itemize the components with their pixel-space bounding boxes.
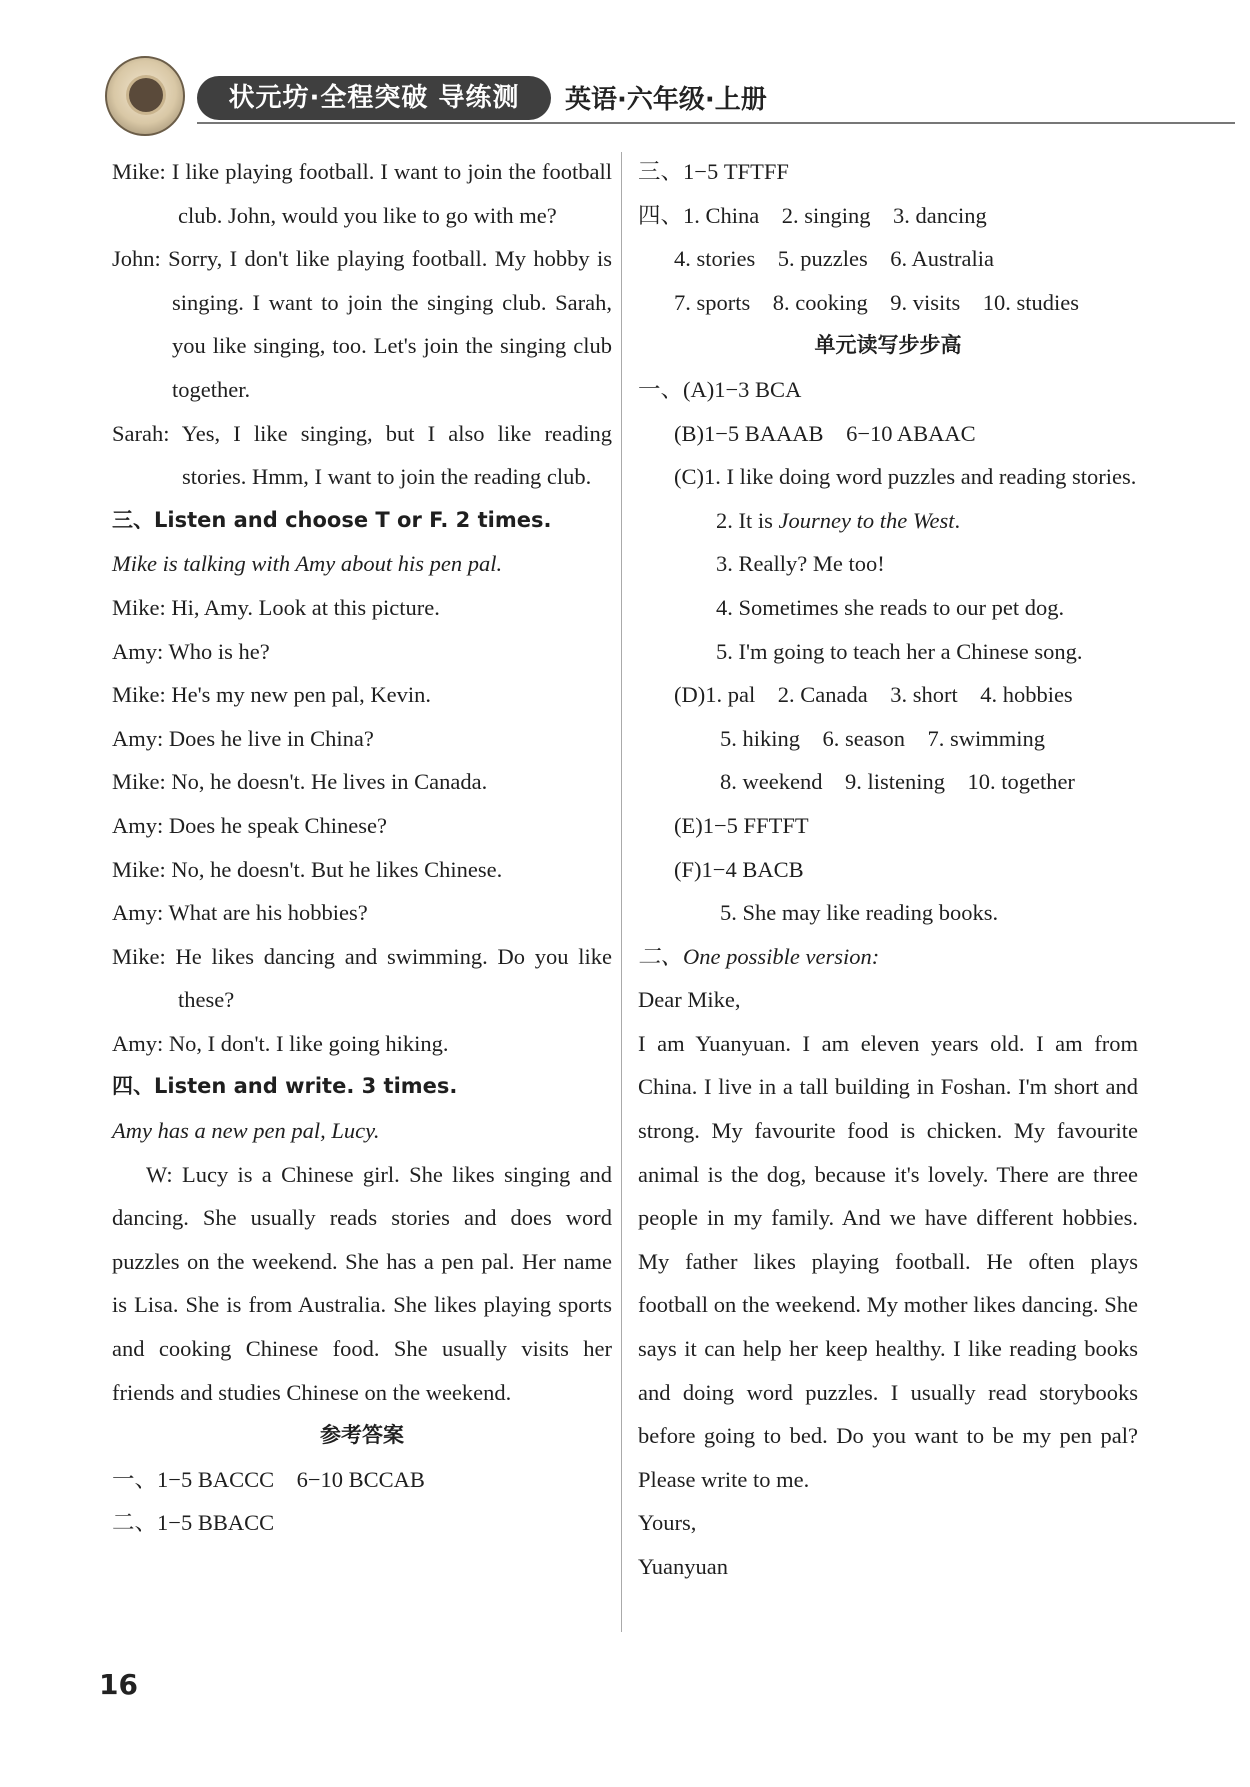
section-heading-4: 四、Listen and write. 3 times. <box>112 1074 458 1099</box>
answer-line: 5. I'm going to teach her a Chinese song. <box>716 638 1083 664</box>
section-heading-3: 三、Listen and choose T or F. 2 times. <box>112 507 552 532</box>
page-header <box>105 56 1235 126</box>
left-column <box>112 150 612 1545</box>
dialogue-line: Mike: No, he doesn't. But he likes Chinese. <box>112 856 503 882</box>
letter-greeting: Dear Mike, <box>638 987 741 1013</box>
page-number: 16 <box>99 1668 138 1701</box>
dialogue-line: Amy: Does he speak Chinese? <box>112 812 387 838</box>
answer-line: (C)1. I like doing word puzzles and reading stories. <box>674 464 1137 490</box>
answer-text: . <box>954 507 961 533</box>
section-intro: Amy has a new pen pal, Lucy. <box>112 1118 380 1144</box>
answer-text: 2. It is <box>716 507 779 533</box>
letter-body: I am Yuanyuan. I am eleven years old. I am from China. I live in a tall building in Foshan. I'm short and strong. My favourite food is chicken. My favourite animal is the dog, because it's lovely. There are three people in my family. And we have different hobbies. My father likes playing football. He often plays football on the weekend. My mother likes dancing. She says it can help her keep healthy. I like reading books and doing word puzzles. I usually read storybooks before going to bed. Do you want to be my pen pal? Please write to me. <box>638 1030 1138 1492</box>
dialogue-line: Mike: He likes dancing and swimming. Do you like these? <box>112 943 612 1013</box>
answer-line: 一、1−5 BACCC 6−10 BCCAB <box>112 1466 425 1492</box>
answer-line: (B)1−5 BAAAB 6−10 ABAAC <box>674 420 976 446</box>
letter-signature: Yuanyuan <box>638 1554 728 1579</box>
dialogue-line: John: Sorry, I don't like playing football. My hobby is singing. I want to join the singing club. Sarah, you like singing, too. Let's join the singing club together. <box>112 246 612 402</box>
right-column <box>638 150 1138 1589</box>
dialogue-line: Amy: No, I don't. I like going hiking. <box>112 1030 449 1056</box>
column-divider <box>621 152 622 1632</box>
answer-line: 一、(A)1−3 BCA <box>638 376 802 402</box>
dialogue-line: Mike: He's my new pen pal, Kevin. <box>112 682 431 708</box>
unit-title: 单元读写步步高 <box>814 333 962 358</box>
series-banner: 状元坊·全程突破 导练测 <box>197 76 551 120</box>
answer-line: (F)1−4 BACB <box>674 856 804 882</box>
answer-line: (E)1−5 FFTFT <box>674 812 809 838</box>
answer-line: 5. hiking 6. season 7. swimming <box>720 725 1045 751</box>
answer-line: 4. stories 5. puzzles 6. Australia <box>674 246 994 272</box>
mascot-logo-icon <box>105 56 185 136</box>
writing-intro: 二、One possible version: <box>638 943 880 969</box>
letter-closing: Yours, <box>638 1510 697 1536</box>
answer-line: 三、1−5 TFTFF <box>638 159 789 184</box>
answer-line: 四、1. China 2. singing 3. dancing <box>638 202 987 228</box>
dialogue-line: Sarah: Yes, I like singing, but I also like reading stories. Hmm, I want to join the reading club. <box>112 420 612 490</box>
subject-title: 英语·六年级·上册 <box>565 85 767 115</box>
answer-line: (D)1. pal 2. Canada 3. short 4. hobbies <box>674 682 1073 708</box>
answer-line: 3. Really? Me too! <box>716 551 885 577</box>
listening-passage: W: Lucy is a Chinese girl. She likes singing and dancing. She usually reads stories and does word puzzles on the weekend. She has a pen pal. Her name is Lisa. She is from Australia. She likes playing sports and cooking Chinese food. She usually visits her friends and studies Chinese on the weekend. <box>112 1161 612 1405</box>
answer-line: 7. sports 8. cooking 9. visits 10. studies <box>674 289 1080 315</box>
dialogue-line: Amy: Does he live in China? <box>112 725 374 751</box>
dialogue-line: Mike: No, he doesn't. He lives in Canada. <box>112 769 488 795</box>
dialogue-line: Mike: Hi, Amy. Look at this picture. <box>112 594 440 620</box>
answer-line: 二、1−5 BBACC <box>112 1510 275 1536</box>
book-title: Journey to the West <box>778 507 955 533</box>
answer-line: 5. She may like reading books. <box>720 900 999 926</box>
dialogue-line: Mike: I like playing football. I want to join the football club. John, would you like to go with me? <box>112 159 612 228</box>
answers-title: 参考答案 <box>320 1423 404 1448</box>
answer-line <box>638 499 1138 543</box>
dialogue-line: Amy: Who is he? <box>112 638 270 664</box>
dialogue-line: Amy: What are his hobbies? <box>112 900 368 926</box>
header-rule <box>197 122 1235 124</box>
answer-line: 8. weekend 9. listening 10. together <box>720 769 1075 795</box>
answer-line: 4. Sometimes she reads to our pet dog. <box>716 594 1065 620</box>
section-intro: Mike is talking with Amy about his pen pal. <box>112 551 503 577</box>
